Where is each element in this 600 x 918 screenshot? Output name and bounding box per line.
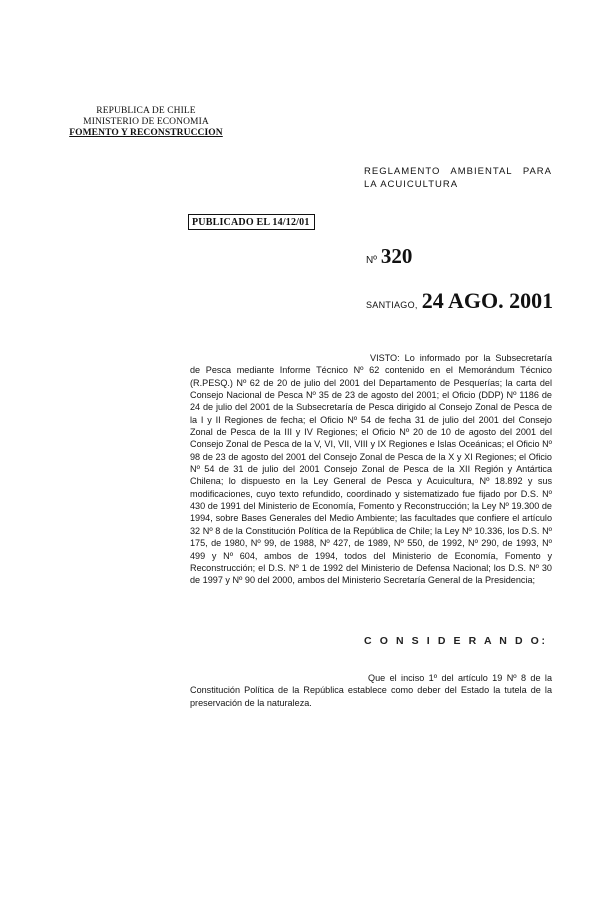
considerando-heading: C O N S I D E R A N D O: [364, 635, 548, 647]
publication-stamp: PUBLICADO EL 14/12/01 [188, 214, 315, 230]
considerando-paragraph-1: Que el inciso 1º del artículo 19 Nº 8 de la Constitución Política de la República establece como deber del Estado la tutela de la preservación de la naturaleza. [190, 673, 552, 708]
dateline [366, 288, 553, 314]
dateline-place: SANTIAGO, [366, 300, 418, 310]
decree-number [366, 244, 412, 269]
header-country: REPUBLICA DE CHILE [96, 106, 196, 116]
title-line-2: LA ACUICULTURA [364, 178, 459, 190]
title-line-1: REGLAMENTO AMBIENTAL PARA [364, 166, 552, 177]
decree-number-label: Nº [366, 255, 377, 266]
header-department: FOMENTO Y RECONSTRUCCION [69, 128, 223, 138]
decree-number-value: 320 [380, 244, 413, 268]
header-ministry: MINISTERIO DE ECONOMIA [83, 117, 209, 127]
visto-paragraph: VISTO: Lo informado por la Subsecretaría de Pesca mediante Informe Técnico Nº 62 contenido en el Memorándum Técnico (R.PESQ.) Nº 62 de 20 de julio del 2001 del Departamento de Pesquerías; la carta del Consejo Nacional de Pesca Nº 35 de 23 de agosto del 2001; el Oficio (DDP) Nº 1186 de 24 de julio del 2001 de la Subsecretaría de Pesca dirigido al Consejo Zonal de Pesca de la I y II Regiones de fecha; el Oficio Nº 54 de fecha 31 de julio del 2001 del Consejo Zonal de Pesca de la III y IV Regiones; el Oficio Nº 20 de 10 de agosto del 2001 del Consejo Zonal de Pesca de la V, VI, VII, VIII y IX Regiones e Islas Oceánicas; el Oficio Nº 98 de 23 de agosto del 2001 del Consejo Zonal de Pesca de la X y XI Regiones; el Oficio Nº 54 de 31 de julio del 2001 Consejo Zonal de Pesca de la XII Región y Antártica Chilena; lo dispuesto en la Ley General de Pesca y Acuicultura, Nº 18.892 y sus modificaciones, cuyo texto refundido, coordinado y sistematizado fue fijado por D.S. Nº 430 de 1991 del Ministerio de Economía, Fomento y Reconstrucción; la Ley Nº 19.300 de 1994, sobre Bases Generales del Medio Ambiente; las facultades que confiere el artículo 32 Nº 8 de la Constitución Política de la República de Chile; la Ley Nº 10.336, los D.S. Nº 175, de 1980, Nº 99, de 1988, Nº 427, de 1989, Nº 550, de 1992, Nº 290, de 1993, Nº 499 y Nº 604, ambos de 1994, todos del Ministerio de Economía, Fomento y Reconstrucción; el D.S. Nº 1 de 1992 del Ministerio de Defensa Nacional; los D.S. Nº 30 de 1997 y Nº 90 del 2000, ambos del Ministerio Secretaría General de la Presidencia; [190, 353, 552, 586]
document-title [364, 166, 552, 191]
dateline-date: 24 AGO. 2001 [421, 288, 554, 313]
ministry-header [66, 106, 226, 139]
